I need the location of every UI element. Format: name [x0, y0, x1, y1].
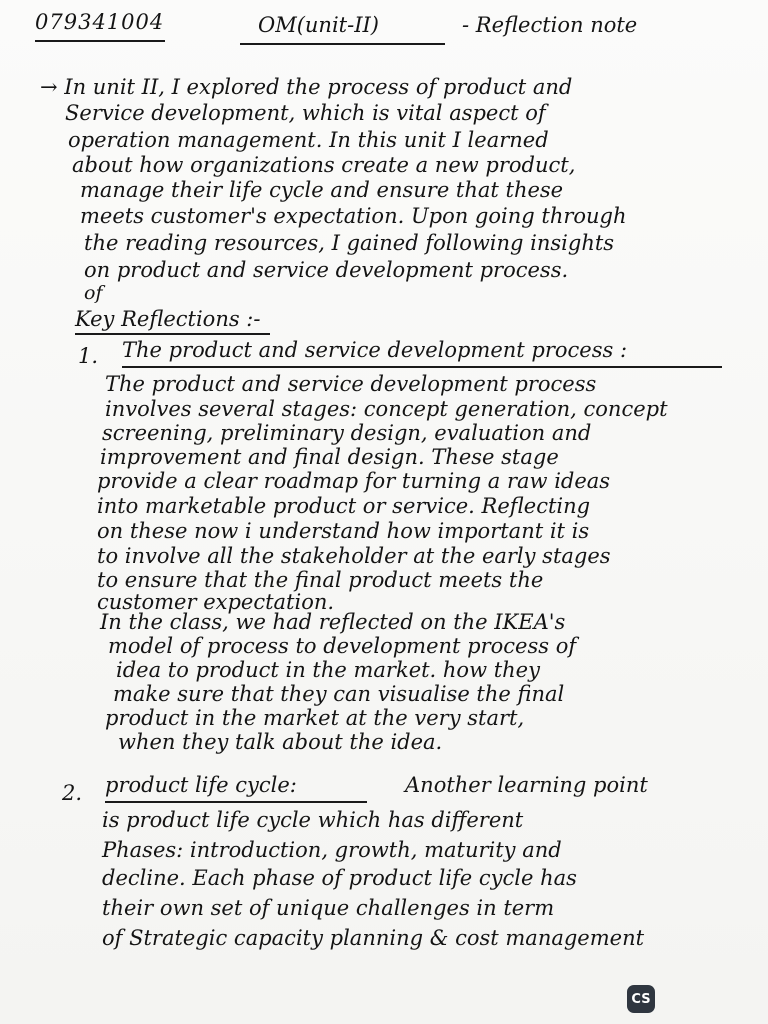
point2-line: decline. Each phase of product life cycle has: [102, 866, 577, 890]
point1-line: In the class, we had reflected on the IKEA's: [100, 610, 566, 634]
point1-line: when they talk about the idea.: [118, 730, 443, 754]
camscanner-logo-icon: CS: [627, 985, 655, 1013]
point1-line: screening, preliminary design, evaluation and: [102, 421, 592, 445]
intro-line: manage their life cycle and ensure that these: [80, 178, 564, 202]
intro-line: Service development, which is vital aspect of: [65, 101, 546, 125]
subject-title: OM(unit-II): [258, 13, 379, 37]
point1-line: make sure that they can visualise the final: [113, 682, 565, 706]
intro-line: on product and service development process.: [84, 258, 569, 282]
point1-number: 1.: [78, 344, 99, 368]
point1-title-underline: [122, 366, 722, 368]
point1-line: provide a clear roadmap for turning a raw ideas: [97, 469, 611, 493]
student-id: 079341004: [35, 10, 165, 34]
point2-line: of Strategic capacity planning & cost management: [102, 926, 645, 950]
student-id-underline: [35, 40, 165, 42]
intro-line: → In unit II, I explored the process of product and: [40, 75, 573, 99]
point1-line: on these now i understand how important it is: [97, 519, 590, 543]
intro-line: the reading resources, I gained following insights: [84, 231, 615, 255]
section-heading-underline: [75, 333, 270, 335]
point1-line: to ensure that the final product meets the: [97, 568, 544, 592]
point2-number: 2.: [62, 781, 83, 805]
point2-first-line-rest: Another learning point: [405, 773, 648, 797]
point1-line: improvement and final design. These stage: [100, 445, 559, 469]
point1-line: idea to product in the market. how they: [116, 658, 540, 682]
point1-line: customer expectation.: [97, 590, 335, 614]
point1-line: The product and service development process: [105, 372, 597, 396]
stray-mark: of: [84, 282, 103, 304]
point2-line: is product life cycle which has different: [102, 808, 524, 832]
intro-line: operation management. In this unit I learned: [68, 128, 549, 152]
point1-title: The product and service development process :: [122, 338, 628, 362]
point1-line: model of process to development process of: [108, 634, 577, 658]
subject-underline: [240, 43, 445, 45]
point2-title-underline: [105, 801, 367, 803]
point1-line: into marketable product or service. Reflecting: [97, 494, 591, 518]
intro-line: about how organizations create a new product,: [72, 153, 576, 177]
intro-line: meets customer's expectation. Upon going through: [80, 204, 627, 228]
point1-line: product in the market at the very start,: [105, 706, 525, 730]
point1-line: to involve all the stakeholder at the early stages: [97, 544, 611, 568]
point1-line: involves several stages: concept generation, concept: [105, 397, 668, 421]
point2-line: their own set of unique challenges in term: [102, 896, 555, 920]
point2-line: Phases: introduction, growth, maturity and: [102, 838, 562, 862]
point2-title: product life cycle:: [105, 773, 297, 797]
note-type: - Reflection note: [462, 13, 638, 37]
section-heading: Key Reflections :-: [75, 307, 261, 331]
